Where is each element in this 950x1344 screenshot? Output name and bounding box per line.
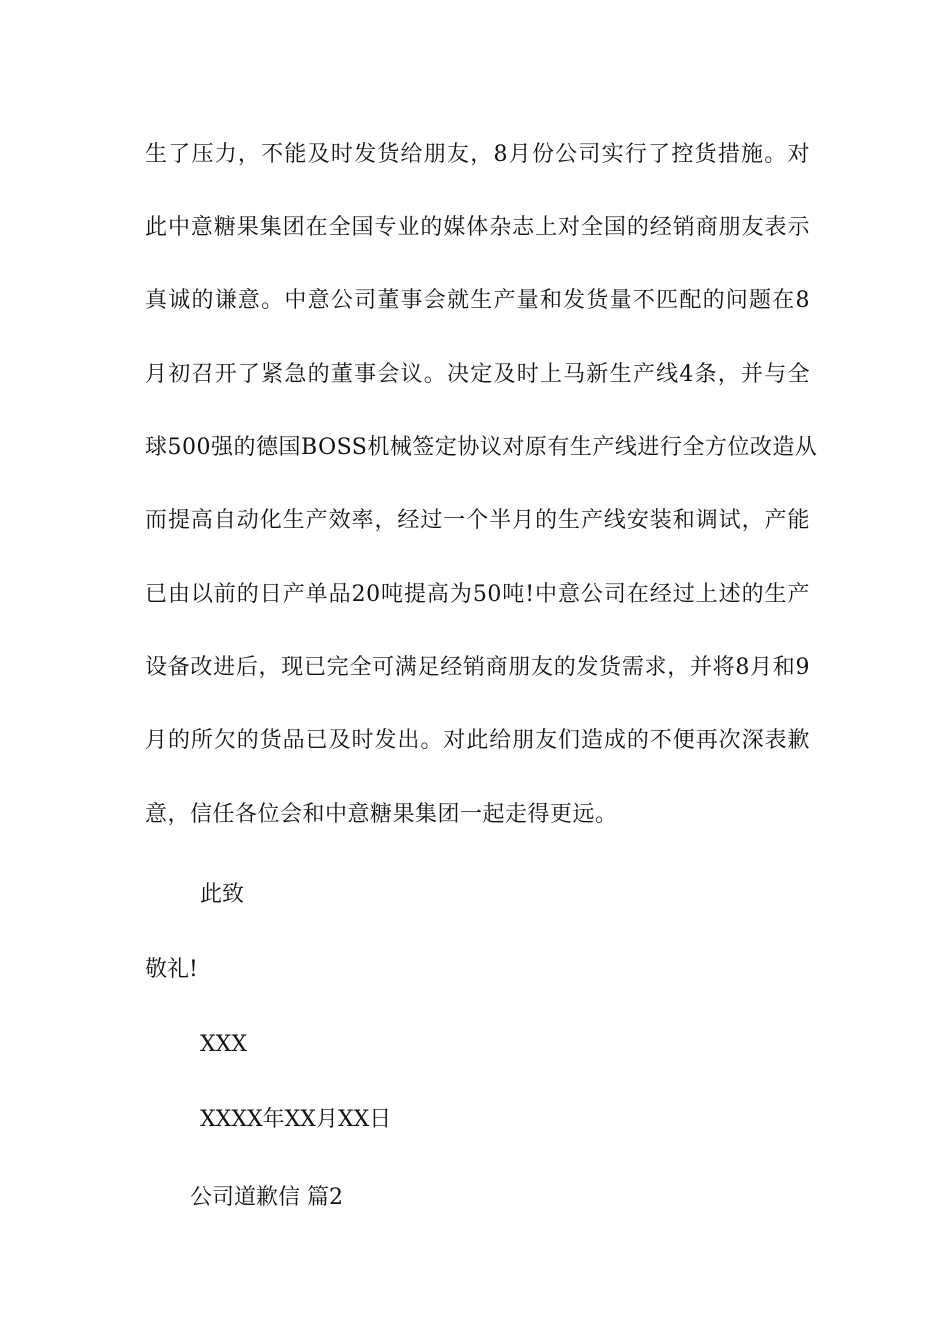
body-line-3: 真诚的谦意。中意公司董事会就生产量和发货量不匹配的问题在8 — [145, 288, 810, 313]
body-line-4: 月初召开了紧急的董事会议。决定及时上马新生产线4条，并与全 — [145, 362, 810, 387]
body-line-8: 设备改进后，现已完全可满足经销商朋友的发货需求，并将8月和9 — [145, 655, 810, 680]
letter-date: XXXX年XX月XX日 — [200, 1107, 392, 1132]
body-line-6: 而提高自动化生产效率，经过一个半月的生产线安装和调试，产能 — [145, 508, 810, 533]
body-line-2: 此中意糖果集团在全国专业的媒体杂志上对全国的经销商朋友表示 — [145, 215, 810, 240]
signer-name: XXX — [200, 1032, 247, 1057]
body-line-7: 已由以前的日产单品20吨提高为50吨!中意公司在经过上述的生产 — [145, 582, 810, 607]
section-title: 公司道歉信 篇2 — [190, 1185, 343, 1210]
body-line-9: 月的所欠的货品已及时发出。对此给朋友们造成的不便再次深表歉 — [145, 728, 810, 753]
body-line-1: 生了压力，不能及时发货给朋友，8月份公司实行了控货措施。对 — [145, 142, 810, 167]
body-line-10: 意，信任各位会和中意糖果集团一起走得更远。 — [145, 802, 618, 827]
body-line-5: 球500强的德国BOSS机械签定协议对原有生产线进行全方位改造从 — [145, 435, 818, 460]
closing-regards: 敬礼! — [145, 957, 198, 982]
closing-salutation: 此致 — [200, 882, 245, 907]
